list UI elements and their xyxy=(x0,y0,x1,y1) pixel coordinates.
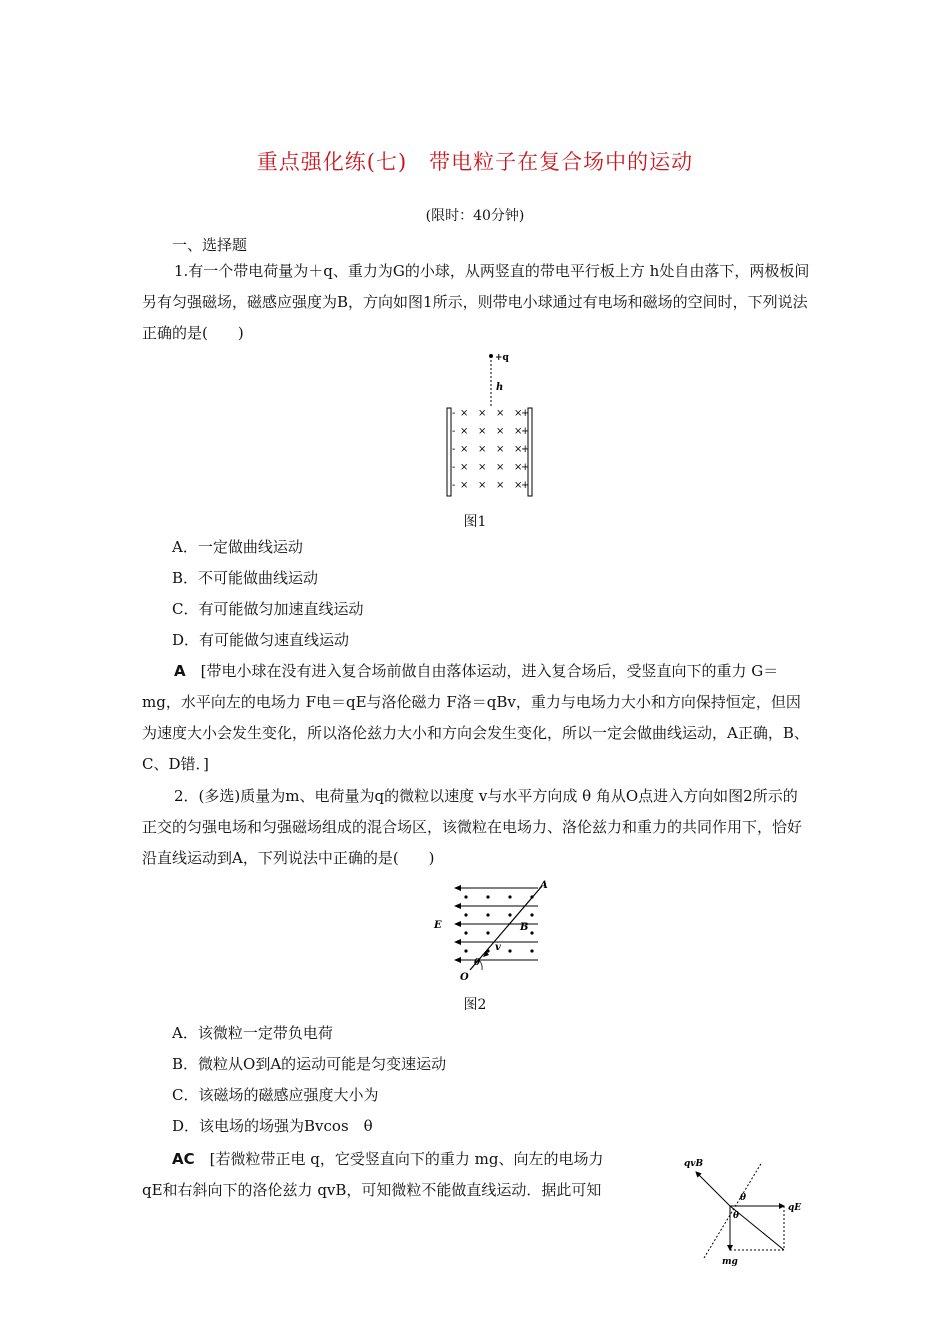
field-cross: × xyxy=(460,462,469,473)
figure-2 xyxy=(430,878,550,984)
field-cross: × xyxy=(514,480,523,491)
minus-sign: - xyxy=(452,462,456,473)
field-dot xyxy=(508,895,511,898)
field-cross: × xyxy=(496,462,505,473)
field-cross: × xyxy=(496,426,505,437)
figure-1 xyxy=(440,350,550,500)
q2-option-d[interactable]: D．该电场的场强为Bvcos θ xyxy=(172,1117,373,1135)
label-a: A xyxy=(540,880,548,891)
left-plate xyxy=(447,408,451,496)
svg-text:qE: qE xyxy=(788,1203,802,1213)
field-cross: × xyxy=(460,480,469,491)
svg-text:qvB: qvB xyxy=(684,1159,704,1169)
q1-option-a[interactable]: A．一定做曲线运动 xyxy=(172,538,303,556)
height-label: h xyxy=(496,382,504,393)
field-cross: × xyxy=(478,408,487,419)
label-o: O xyxy=(460,972,469,983)
q2-option-a[interactable]: A．该微粒一定带负电荷 xyxy=(172,1024,333,1042)
q1-answer: A xyxy=(174,662,186,680)
q2-solution-line-2: qE和右斜向下的洛伦兹力 qvB，可知微粒不能做直线运动．据此可知 xyxy=(142,1181,602,1199)
field-cross: × xyxy=(478,426,487,437)
page-title: 重点强化练(七) 带电粒子在复合场中的运动 xyxy=(256,150,694,174)
plus-sign: + xyxy=(521,408,530,419)
section-title: 一、选择题 xyxy=(172,236,248,254)
field-dot xyxy=(486,895,489,898)
field-cross: × xyxy=(478,480,487,491)
field-dot xyxy=(464,895,467,898)
q2-option-b[interactable]: B．微粒从O到A的运动可能是匀变速运动 xyxy=(172,1055,447,1073)
q1-option-b[interactable]: B．不可能做曲线运动 xyxy=(172,569,319,587)
field-cross: × xyxy=(514,408,523,419)
field-arrow-icon xyxy=(454,921,461,927)
plus-sign: + xyxy=(521,426,530,437)
time-limit: (限时：40分钟) xyxy=(425,208,525,224)
field-dot xyxy=(530,913,533,916)
field-dot xyxy=(464,913,467,916)
field-cross: × xyxy=(478,462,487,473)
field-dot xyxy=(508,949,511,952)
field-dot xyxy=(464,949,467,952)
field-arrow-icon xyxy=(454,957,461,963)
plus-sign: + xyxy=(521,462,530,473)
q1-option-c[interactable]: C．有可能做匀加速直线运动 xyxy=(172,600,364,618)
plus-sign: + xyxy=(521,444,530,455)
minus-sign: - xyxy=(452,480,456,491)
field-dot xyxy=(464,931,467,934)
field-cross: × xyxy=(460,426,469,437)
magnetic-field-grid xyxy=(452,408,529,491)
field-arrow-icon xyxy=(454,903,461,909)
q2-answer: AC xyxy=(172,1150,195,1168)
force-diagram xyxy=(680,1150,820,1270)
q2-option-c[interactable]: C．该磁场的磁感应强度大小为 xyxy=(172,1086,379,1104)
q1-solution xyxy=(142,656,810,780)
field-cross: × xyxy=(496,408,505,419)
minus-sign: - xyxy=(452,426,456,437)
field-arrow-icon xyxy=(454,939,461,945)
label-e: E xyxy=(434,920,442,931)
plus-sign: + xyxy=(521,480,530,491)
svg-text:mg: mg xyxy=(722,1257,738,1267)
qvb-force-arrow xyxy=(696,1172,730,1206)
q1-option-d[interactable]: D．有可能做匀速直线运动 xyxy=(172,631,350,649)
q1-explanation: [带电小球在没有进入复合场前做自由落体运动，进入复合场后，受竖直向下的重力 G＝mg，水平向左的电场力 F电＝qE与洛伦磁力 F洛＝qBv，重力与电场力大小和方向保持恒定，但因为速度大小会发生变化，所以洛伦兹力大小和方向会发生变化，所以一定会做曲线运动，A正确，B、C、D错．] xyxy=(142,662,809,773)
figure-2-caption: 图2 xyxy=(463,997,487,1013)
field-cross: × xyxy=(460,444,469,455)
field-arrow-icon xyxy=(454,885,461,891)
charge-label: +q xyxy=(495,353,509,363)
svg-text:θ: θ xyxy=(733,1211,740,1221)
question-2-text: 2．(多选)质量为m、电荷量为q的微粒以速度 v与水平方向成 θ 角从O点进入方向如图2所示的正交的匀强电场和匀强磁场组成的混合场区，该微粒在电场力、洛伦兹力和重力的共同作用下，恰好沿直线运动到A，下列说法中正确的是( ) xyxy=(142,787,803,867)
label-theta: θ xyxy=(474,958,481,968)
q2-solution-line-1: AC [若微粒带正电 q，它受竖直向下的重力 mg、向左的电场力 xyxy=(172,1150,604,1168)
field-cross: × xyxy=(514,426,523,437)
label-v: v xyxy=(495,942,501,953)
field-dot xyxy=(486,931,489,934)
question-1-text: 1.有一个带电荷量为＋q、重力为G的小球，从两竖直的带电平行板上方 h处自由落下，两极板间另有匀强磁场，磁感应强度为B，方向如图1所示，则带电小球通过有电场和磁场的空间时，下列说法正确的是( ) xyxy=(142,262,810,342)
field-dot xyxy=(530,931,533,934)
field-cross: × xyxy=(496,444,505,455)
field-dot xyxy=(508,913,511,916)
field-cross: × xyxy=(460,408,469,419)
label-b: B xyxy=(520,922,529,933)
svg-text:θ: θ xyxy=(740,1193,747,1203)
trajectory-dashed xyxy=(704,1162,762,1258)
field-cross: × xyxy=(514,444,523,455)
field-dot xyxy=(530,949,533,952)
field-dot xyxy=(486,913,489,916)
minus-sign: - xyxy=(452,444,456,455)
minus-sign: - xyxy=(452,408,456,419)
field-cross: × xyxy=(496,480,505,491)
trajectory-line xyxy=(470,886,542,970)
field-cross: × xyxy=(478,444,487,455)
charged-ball-icon xyxy=(489,354,493,358)
field-cross: × xyxy=(514,462,523,473)
figure-1-caption: 图1 xyxy=(463,514,487,530)
